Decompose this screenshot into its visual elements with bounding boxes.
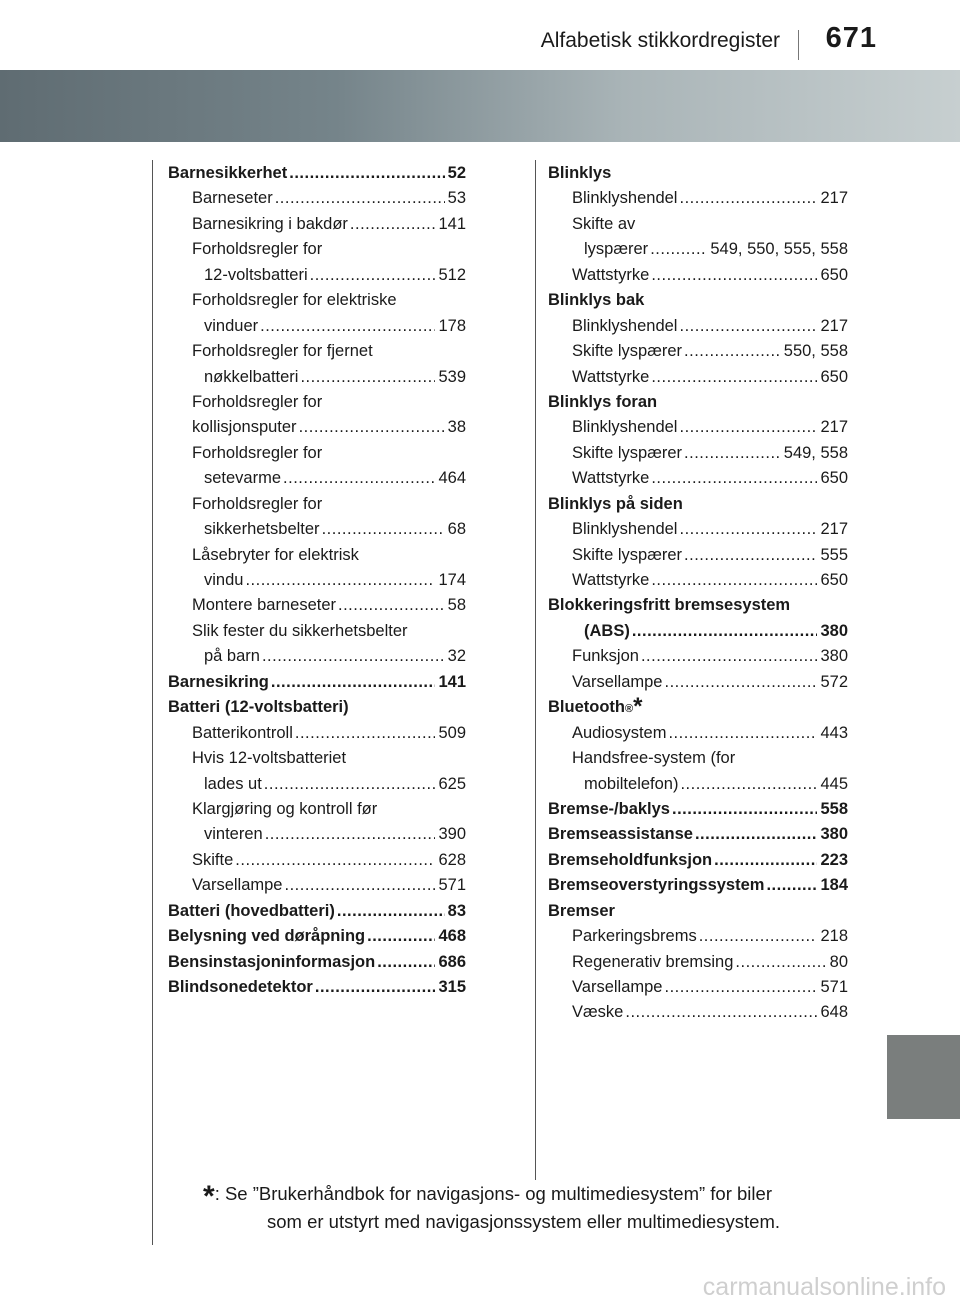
leader-dots <box>766 873 817 898</box>
index-term: Låsebryter for elektrisk <box>192 545 359 564</box>
leader-dots <box>264 772 436 797</box>
index-term: Blinklyshendel <box>572 189 678 208</box>
index-entry <box>168 237 466 262</box>
index-entry <box>168 593 466 618</box>
index-entry <box>168 975 466 1000</box>
index-entry <box>168 466 466 491</box>
leader-dots <box>664 670 817 695</box>
page-reference: 571 <box>438 876 466 895</box>
page-reference: 686 <box>438 952 466 971</box>
footnote-asterisk: * <box>203 1180 215 1213</box>
leader-dots <box>679 415 817 440</box>
page-reference: 468 <box>438 927 466 946</box>
index-entry <box>168 950 466 975</box>
leader-dots <box>651 568 817 593</box>
leader-dots <box>672 797 817 822</box>
leader-dots <box>695 822 818 847</box>
index-term: Bluetooth <box>548 698 625 717</box>
page-reference: 380 <box>820 825 848 844</box>
index-entry <box>168 670 466 695</box>
index-entry <box>548 390 848 415</box>
page-reference: 217 <box>820 520 848 539</box>
leader-dots <box>367 924 435 949</box>
index-entry <box>548 822 848 847</box>
index-term: Forholdsregler for elektriske <box>192 291 397 310</box>
page-reference: 650 <box>820 367 848 386</box>
index-term: Regenerativ bremsing <box>572 952 734 971</box>
index-term: Varsellampe <box>572 978 663 996</box>
index-entry <box>168 746 466 771</box>
index-term: kollisjonsputer <box>192 418 297 437</box>
index-term: Barnesikring i bakdør <box>192 214 348 233</box>
index-entry <box>548 365 848 390</box>
index-term: Batterikontroll <box>192 723 293 742</box>
index-entry <box>548 746 848 771</box>
page-reference: 571 <box>820 978 848 996</box>
leader-dots <box>260 314 435 339</box>
page-reference: 141 <box>438 672 466 691</box>
page-reference: 550, 558 <box>783 342 848 361</box>
index-entry <box>548 441 848 466</box>
index-term: 12-voltsbatteri <box>204 265 308 284</box>
leader-dots <box>679 186 817 211</box>
page-reference: 315 <box>438 978 466 996</box>
leader-dots <box>299 415 445 440</box>
index-term: Bremse-/baklys <box>548 799 670 818</box>
page-reference: 549, 550, 555, 558 <box>710 240 848 259</box>
page-reference: 217 <box>820 189 848 208</box>
page-reference: 141 <box>438 214 466 233</box>
index-term: Blinklyshendel <box>572 418 678 437</box>
page-reference: 217 <box>820 418 848 437</box>
leader-dots <box>680 772 817 797</box>
index-entry <box>168 492 466 517</box>
page-reference: 390 <box>438 825 466 844</box>
index-entry <box>548 415 848 440</box>
leader-dots <box>679 314 817 339</box>
index-entry <box>168 899 466 924</box>
index-entry <box>548 975 848 1000</box>
page-reference: 445 <box>820 774 848 793</box>
leader-dots <box>679 517 817 542</box>
index-entry <box>548 517 848 542</box>
leader-dots <box>684 543 817 568</box>
footnote <box>203 1180 853 1236</box>
index-entry <box>168 568 466 593</box>
leader-dots <box>289 161 444 186</box>
index-term: Montere barneseter <box>192 596 336 615</box>
index-entry <box>548 670 848 695</box>
index-term: Varsellampe <box>572 672 663 691</box>
index-entry <box>548 873 848 898</box>
index-term: Bensinstasjoninformasjon <box>168 952 376 971</box>
index-term: Skifte lyspærer <box>572 342 683 361</box>
index-column-left <box>168 161 466 1000</box>
index-entry <box>548 772 848 797</box>
leader-dots <box>337 899 445 924</box>
leader-dots <box>262 644 445 669</box>
index-term: Blinklys på siden <box>548 494 683 513</box>
index-entry <box>548 212 848 237</box>
index-term: Bremseoverstyringssystem <box>548 876 765 895</box>
index-term: Blinklys <box>548 164 612 182</box>
index-entry <box>168 644 466 669</box>
index-entry <box>548 568 848 593</box>
index-entry <box>548 339 848 364</box>
index-term: Slik fester du sikkerhetsbelter <box>192 621 408 640</box>
index-entry <box>168 873 466 898</box>
index-entry <box>548 848 848 873</box>
index-term: på barn <box>204 647 260 666</box>
index-entry <box>168 721 466 746</box>
leader-dots <box>625 1000 817 1025</box>
index-entry <box>168 797 466 822</box>
footnote-line-1: : Se ”Brukerhåndbok for navigasjons- og multimediesystem” for biler <box>214 1183 772 1204</box>
leader-dots <box>322 517 445 542</box>
index-term: Wattstyrke <box>572 571 650 589</box>
index-entry <box>168 695 466 720</box>
index-term: Barnesikkerhet <box>168 164 288 182</box>
index-entry <box>168 314 466 339</box>
page-reference: 68 <box>447 520 466 539</box>
leader-dots <box>300 365 435 390</box>
index-entry <box>168 212 466 237</box>
page-reference: 38 <box>447 418 466 437</box>
index-entry <box>168 822 466 847</box>
page-reference: 625 <box>438 774 466 793</box>
index-entry <box>168 517 466 542</box>
leader-dots <box>235 848 435 873</box>
footnote-line-2: som er utstyrt med navigasjonssystem eller multimediesystem. <box>267 1211 781 1232</box>
index-entry <box>168 339 466 364</box>
page-reference: 555 <box>820 545 848 564</box>
index-entry <box>548 924 848 949</box>
index-term: Wattstyrke <box>572 469 650 488</box>
index-term: Blinklys bak <box>548 291 645 310</box>
index-term: setevarme <box>204 469 282 488</box>
page-reference: 572 <box>820 672 848 691</box>
leader-dots <box>651 365 817 390</box>
page-reference: 650 <box>820 469 848 488</box>
index-term: sikkerhetsbelter <box>204 520 320 539</box>
page-reference: 512 <box>438 265 466 284</box>
page-reference: 83 <box>447 901 466 920</box>
index-term: Bremser <box>548 901 615 920</box>
index-entry <box>168 186 466 211</box>
left-margin-rule <box>152 160 153 1245</box>
index-term: (ABS) <box>584 621 630 640</box>
leader-dots <box>699 924 818 949</box>
index-entry <box>168 161 466 186</box>
header-banner <box>0 70 960 142</box>
leader-dots <box>315 975 436 1000</box>
index-entry <box>548 466 848 491</box>
header-divider <box>798 30 799 60</box>
page-reference: 178 <box>438 316 466 335</box>
index-entry <box>548 950 848 975</box>
index-term: Blinklyshendel <box>572 316 678 335</box>
leader-dots <box>271 670 436 695</box>
index-term: Batteri (hovedbatteri) <box>168 901 335 920</box>
leader-dots <box>651 466 817 491</box>
index-term: vindu <box>204 571 244 589</box>
index-term: Barnesikring <box>168 672 269 691</box>
index-term: Bremseholdfunksjon <box>548 850 713 869</box>
page-reference: 380 <box>820 621 848 640</box>
index-entry <box>168 415 466 440</box>
index-term: lades ut <box>204 774 262 793</box>
header-title: Alfabetisk stikkordregister <box>540 29 780 52</box>
page-reference: 539 <box>438 367 466 386</box>
index-term: Skifte <box>192 850 234 869</box>
index-entry <box>168 924 466 949</box>
index-term: mobiltelefon) <box>584 774 679 793</box>
page-reference: 558 <box>820 799 848 818</box>
index-column-right <box>548 161 848 1026</box>
page-reference: 464 <box>438 469 466 488</box>
index-term: vinduer <box>204 316 259 335</box>
page-reference: 58 <box>447 596 466 615</box>
page-reference: 184 <box>820 876 848 895</box>
index-term: Væske <box>572 1003 624 1022</box>
index-entry <box>548 797 848 822</box>
index-entry <box>548 644 848 669</box>
page-reference: 32 <box>447 647 466 666</box>
leader-dots <box>245 568 435 593</box>
leader-dots <box>668 721 817 746</box>
index-entry <box>548 161 848 186</box>
index-term: Klargjøring og kontroll før <box>192 799 378 818</box>
index-entry <box>168 543 466 568</box>
leader-dots <box>651 263 817 288</box>
index-term: Funksjon <box>572 647 639 666</box>
index-entry <box>548 492 848 517</box>
leader-dots <box>684 339 781 364</box>
index-term: nøkkelbatteri <box>204 367 299 386</box>
index-term: Barneseter <box>192 189 273 208</box>
index-term: Forholdsregler for fjernet <box>192 342 373 361</box>
index-entry <box>548 721 848 746</box>
page-number: 671 <box>825 22 877 54</box>
leader-dots <box>632 619 818 644</box>
page-reference: 52 <box>447 164 466 182</box>
page-reference: 628 <box>438 850 466 869</box>
section-thumb-tab <box>887 1035 960 1119</box>
index-entry <box>548 263 848 288</box>
index-term: Forholdsregler for <box>192 494 323 513</box>
index-term: Parkeringsbrems <box>572 927 697 946</box>
index-entry <box>548 1000 848 1025</box>
index-entry <box>548 543 848 568</box>
page-reference: 509 <box>438 723 466 742</box>
index-term: Forholdsregler for <box>192 443 323 462</box>
index-term: Blinklyshendel <box>572 520 678 539</box>
leader-dots <box>377 950 435 975</box>
index-term: Audiosystem <box>572 723 667 742</box>
index-term: lyspærer <box>584 240 649 259</box>
index-term: Bremseassistanse <box>548 825 693 844</box>
column-divider <box>535 160 536 1180</box>
page-reference: 217 <box>820 316 848 335</box>
index-term: Wattstyrke <box>572 265 650 284</box>
leader-dots <box>735 950 826 975</box>
index-entry <box>548 314 848 339</box>
page-reference: 53 <box>447 189 466 208</box>
page-reference: 80 <box>829 952 848 971</box>
index-entry: Bluetooth ® * <box>548 695 643 721</box>
index-entry <box>548 288 848 313</box>
page-reference: 549, 558 <box>783 443 848 462</box>
index-entry <box>168 390 466 415</box>
page-header <box>0 0 960 62</box>
index-term: Forholdsregler for <box>192 240 323 259</box>
index-entry <box>548 237 848 262</box>
index-entry <box>168 288 466 313</box>
leader-dots <box>714 848 817 873</box>
index-term: Forholdsregler for <box>192 392 323 411</box>
page-reference: 223 <box>820 850 848 869</box>
index-term: Blokkeringsfritt bremsesystem <box>548 596 791 615</box>
index-entry <box>548 593 848 618</box>
leader-dots <box>283 466 435 491</box>
page-reference: 218 <box>820 927 848 946</box>
leader-dots <box>295 721 436 746</box>
leader-dots <box>664 975 817 1000</box>
leader-dots <box>684 441 781 466</box>
index-term: Belysning ved døråpning <box>168 927 366 946</box>
index-entry <box>548 899 848 924</box>
page-reference: 648 <box>820 1003 848 1022</box>
leader-dots <box>641 644 818 669</box>
leader-dots <box>284 873 435 898</box>
leader-dots <box>310 263 436 288</box>
index-entry <box>548 186 848 211</box>
index-term: Wattstyrke <box>572 367 650 386</box>
index-term: Blinklys foran <box>548 392 658 411</box>
index-entry <box>168 619 466 644</box>
index-term: Skifte av <box>572 214 636 233</box>
page-reference: 443 <box>820 723 848 742</box>
index-term: Varsellampe <box>192 876 283 895</box>
index-term: Skifte lyspærer <box>572 443 683 462</box>
index-entry <box>168 848 466 873</box>
index-entry <box>168 772 466 797</box>
leader-dots <box>350 212 436 237</box>
index-term: Hvis 12-voltsbatteriet <box>192 749 347 768</box>
index-term: Skifte lyspærer <box>572 545 683 564</box>
page-reference: 650 <box>820 571 848 589</box>
index-term: vinteren <box>204 825 263 844</box>
index-term: Batteri (12-voltsbatteri) <box>168 698 349 717</box>
index-entry <box>168 263 466 288</box>
leader-dots <box>338 593 445 618</box>
watermark: carmanualsonline.info <box>702 1273 946 1301</box>
leader-dots <box>265 822 436 847</box>
index-term: Blindsonedetektor <box>168 978 313 996</box>
leader-dots <box>650 237 707 262</box>
index-entry <box>168 441 466 466</box>
page-reference: 174 <box>438 571 466 589</box>
index-term: Handsfree-system (for <box>572 749 736 768</box>
index-entry <box>168 365 466 390</box>
page-reference: 380 <box>820 647 848 666</box>
leader-dots <box>275 186 445 211</box>
index-entry <box>548 619 848 644</box>
page-reference: 650 <box>820 265 848 284</box>
